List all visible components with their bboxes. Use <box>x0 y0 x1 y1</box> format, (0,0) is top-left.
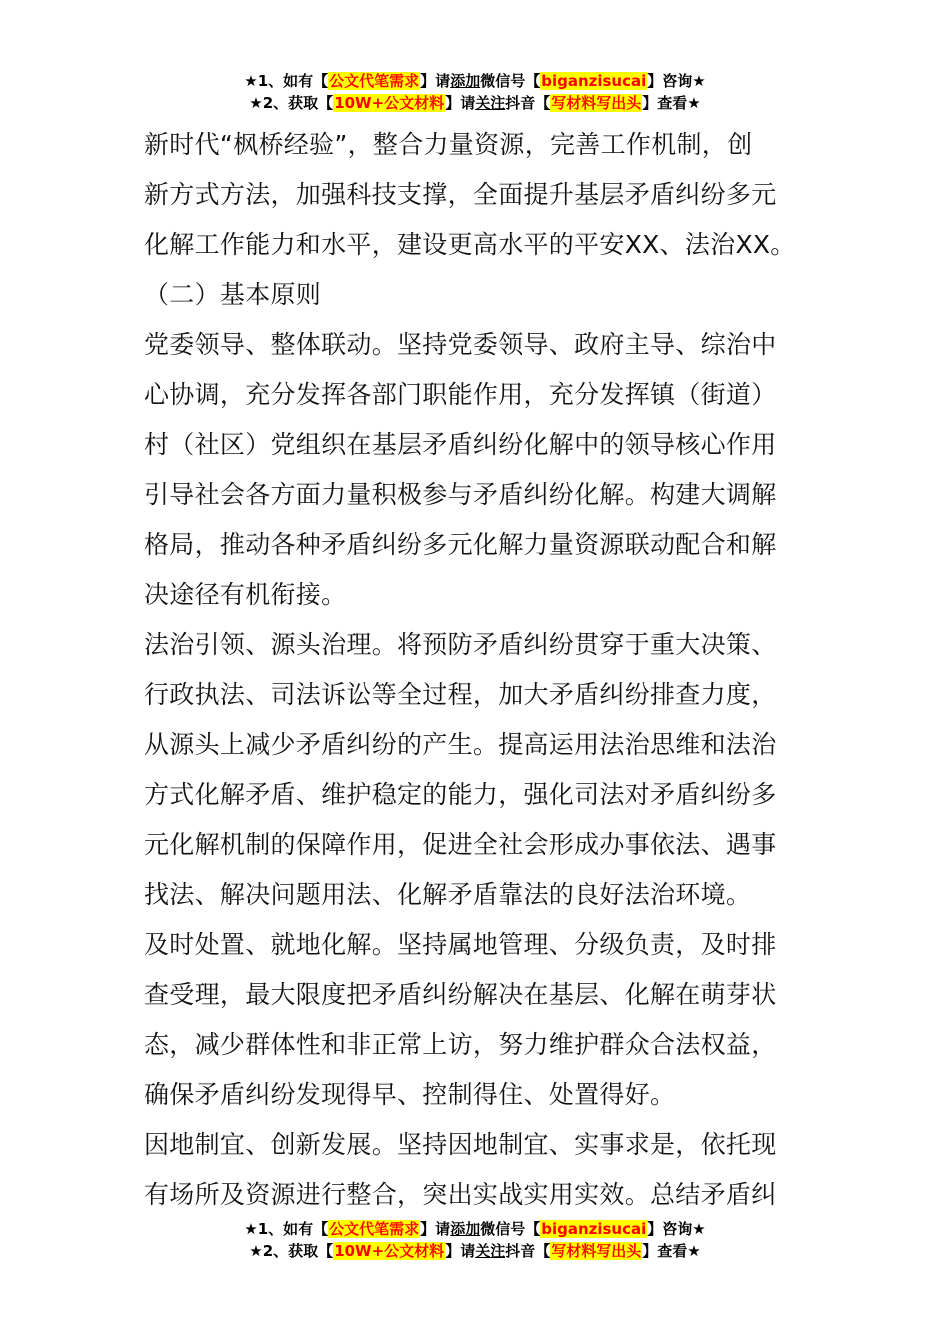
promo-highlight: 10W+公文材料 <box>334 94 445 112</box>
promo-highlight: 公文代笔需求 <box>329 1220 420 1238</box>
promo-underlined: 关注 <box>475 1242 506 1260</box>
body-line: 法治引领、源头治理。将预防矛盾纠纷贯穿于重大决策、 <box>144 630 777 659</box>
promo-text: 】查看★ <box>642 1242 701 1260</box>
promo-highlight: 写材料写出头 <box>551 94 642 112</box>
body-line: 因地制宜、创新发展。坚持因地制宜、实事求是，依托现 <box>144 1130 777 1159</box>
body-line: 心协调，充分发挥各部门职能作用，充分发挥镇（街道） <box>144 380 777 409</box>
promo-text: 】请 <box>420 1220 451 1238</box>
body-line: 格局，推动各种矛盾纠纷多元化解力量资源联动配合和解 <box>144 530 777 559</box>
body-line: 新时代“枫桥经验”，整合力量资源，完善工作机制，创 <box>144 130 753 159</box>
section-heading: （二）基本原则 <box>144 280 322 309</box>
promo-text: ★2、获取【 <box>249 1242 334 1260</box>
body-line: 确保矛盾纠纷发现得早、控制得住、处置得好。 <box>144 1080 676 1109</box>
promo-banner-bottom <box>0 1218 950 1262</box>
body-line: 态，减少群体性和非正常上访，努力维护群众合法权益， <box>144 1030 777 1059</box>
promo-text: 】请 <box>420 72 451 90</box>
promo-text: ★1、如有【 <box>244 1220 329 1238</box>
body-line: 党委领导、整体联动。坚持党委领导、政府主导、综治中 <box>144 330 777 359</box>
promo-highlight: 写材料写出头 <box>551 1242 642 1260</box>
promo-highlight: biganzisucai <box>541 1220 647 1238</box>
promo-line-1 <box>0 1218 950 1240</box>
promo-text: 微信号【 <box>480 72 541 90</box>
promo-line-2 <box>0 92 950 114</box>
promo-text: 抖音【 <box>505 1242 551 1260</box>
promo-text: 】咨询★ <box>647 1220 706 1238</box>
document-body <box>144 120 824 1220</box>
promo-underlined: 添加 <box>450 1220 481 1238</box>
promo-underlined: 关注 <box>475 94 506 112</box>
promo-highlight: biganzisucai <box>541 72 647 90</box>
promo-line-2 <box>0 1240 950 1262</box>
promo-text: 】咨询★ <box>647 72 706 90</box>
body-line: 行政执法、司法诉讼等全过程，加大矛盾纠纷排查力度， <box>144 680 777 709</box>
body-line: 引导社会各方面力量积极参与矛盾纠纷化解。构建大调解 <box>144 480 777 509</box>
body-line: 方式化解矛盾、维护稳定的能力，强化司法对矛盾纠纷多 <box>144 780 777 809</box>
body-line: 决途径有机衔接。 <box>144 580 347 609</box>
body-line: 查受理，最大限度把矛盾纠纷解决在基层、化解在萌芽状 <box>144 980 777 1009</box>
promo-underlined: 添加 <box>450 72 481 90</box>
body-line: 找法、解决问题用法、化解矛盾靠法的良好法治环境。 <box>144 880 752 909</box>
promo-text: ★1、如有【 <box>244 72 329 90</box>
body-line: 元化解机制的保障作用，促进全社会形成办事依法、遇事 <box>144 830 777 859</box>
body-line: 村（社区）党组织在基层矛盾纠纷化解中的领导核心作用 <box>144 430 777 459</box>
promo-text: 】请 <box>445 1242 476 1260</box>
body-line: 从源头上减少矛盾纠纷的产生。提高运用法治思维和法治 <box>144 730 777 759</box>
body-line: 有场所及资源进行整合，突出实战实用实效。总结矛盾纠 <box>144 1180 777 1209</box>
promo-text: 】请 <box>445 94 476 112</box>
promo-highlight: 10W+公文材料 <box>334 1242 445 1260</box>
promo-banner-top <box>0 70 950 114</box>
promo-line-1 <box>0 70 950 92</box>
body-line: 化解工作能力和水平，建设更高水平的平安XX、法治XX。 <box>144 230 796 259</box>
promo-text: 微信号【 <box>480 1220 541 1238</box>
body-line: 新方式方法，加强科技支撑，全面提升基层矛盾纠纷多元 <box>144 180 777 209</box>
promo-highlight: 公文代笔需求 <box>329 72 420 90</box>
promo-text: 抖音【 <box>505 94 551 112</box>
promo-text: ★2、获取【 <box>249 94 334 112</box>
promo-text: 】查看★ <box>642 94 701 112</box>
body-line: 及时处置、就地化解。坚持属地管理、分级负责，及时排 <box>144 930 777 959</box>
